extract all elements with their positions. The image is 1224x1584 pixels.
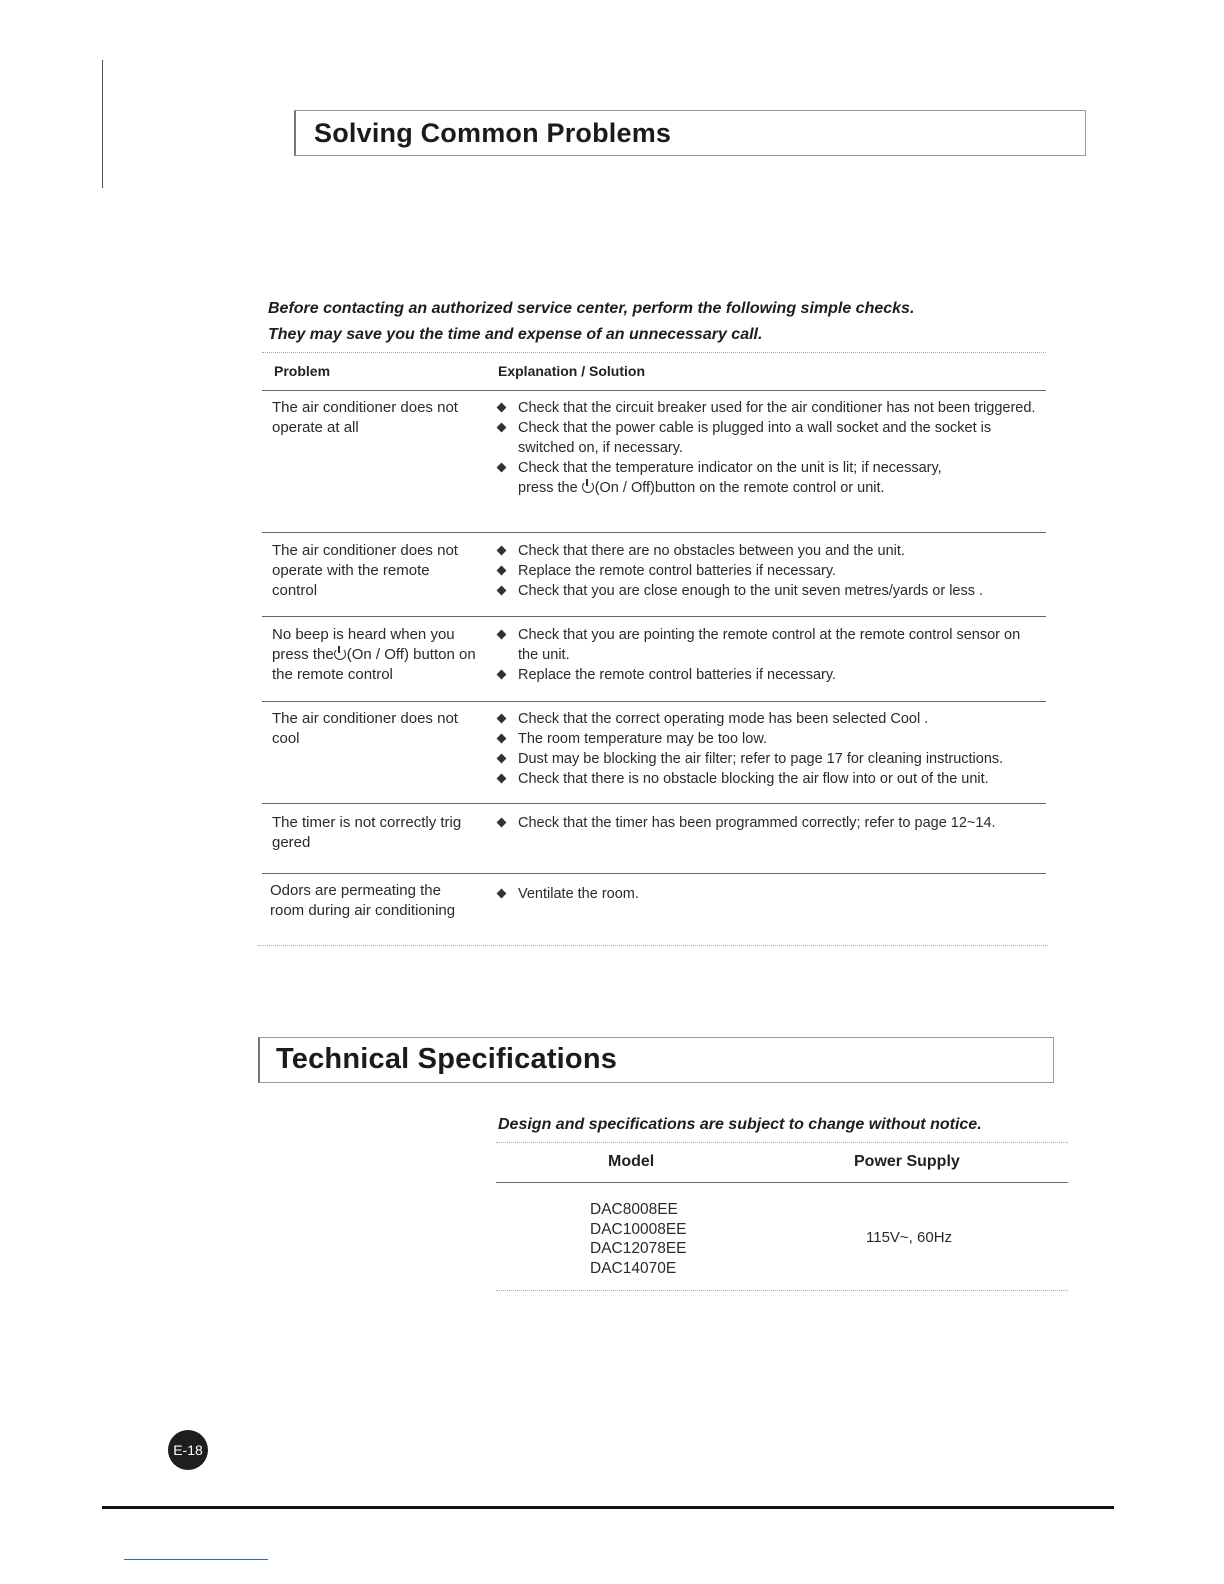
section-title-technical-specs: Technical Specifications (276, 1043, 618, 1075)
problem-text: The timer is not correctly trig gered (272, 814, 462, 851)
dotted-divider (496, 1290, 1068, 1291)
solution-list (494, 884, 1039, 904)
bullet-diamond-icon (497, 774, 507, 784)
bullet-diamond-icon (497, 734, 507, 744)
list-item: Replace the remote control batteries if necessary. (494, 665, 1039, 685)
column-header-power: Power Supply (854, 1153, 960, 1170)
bullet-diamond-icon (497, 546, 507, 556)
solution-list (494, 709, 1039, 789)
bullet-diamond-icon (497, 423, 507, 433)
solution-list (494, 625, 1039, 685)
underline-mark (124, 1559, 268, 1560)
bullet-diamond-icon (497, 566, 507, 576)
intro-line-1: Before contacting an authorized service center, perform the following simple checks. (268, 300, 915, 317)
list-item: Check that the power cable is plugged into a wall socket and the socket is switched on, if necessary. (494, 418, 1039, 458)
problem-text: The air conditioner does not operate at all (272, 399, 458, 436)
row-rule (262, 532, 1046, 533)
header-rule (496, 1182, 1068, 1183)
row-rule (262, 616, 1046, 617)
bullet-diamond-icon (497, 754, 507, 764)
list-item: Check that there are no obstacles between you and the unit. (494, 541, 1039, 561)
list-item: Check that you are pointing the remote control at the remote control sensor on the unit. (494, 625, 1039, 665)
column-header-problem: Problem (274, 363, 331, 379)
bullet-diamond-icon (497, 630, 507, 640)
model-list (590, 1200, 687, 1278)
power-icon (334, 648, 346, 660)
row-rule (262, 873, 1046, 874)
list-item: Check that you are close enough to the unit seven metres/yards or less . (494, 581, 1039, 601)
list-item: Check that the circuit breaker used for the air conditioner has not been triggered. (494, 398, 1039, 418)
problem-text: The air conditioner does not operate with the remote control (272, 542, 458, 599)
row-rule (262, 803, 1046, 804)
bullet-diamond-icon (497, 463, 507, 473)
section-title-solving-problems: Solving Common Problems (314, 118, 672, 148)
problem-text: No beep is heard when you press the (On / Off) button on the remote control (272, 626, 476, 683)
list-item: Check that the temperature indicator on the unit is lit; if necessary, press the (On / Off)button on the remote control or unit. (494, 458, 1039, 498)
problem-text: The air conditioner does not cool (272, 710, 458, 747)
page-number-badge: E-18 (168, 1430, 208, 1470)
list-item: Check that the timer has been programmed correctly; refer to page 12~14. (494, 813, 1039, 833)
problem-text: Odors are permeating the room during air conditioning (270, 882, 456, 919)
model-item: DAC12078EE (590, 1240, 687, 1257)
list-item: Ventilate the room. (494, 884, 1039, 904)
bottom-rule (102, 1506, 1114, 1509)
dotted-divider (258, 945, 1048, 946)
dotted-divider (496, 1142, 1068, 1143)
column-header-model: Model (608, 1153, 655, 1170)
list-item: Check that the correct operating mode has been selected Cool . (494, 709, 1039, 729)
section-title-box (258, 1037, 1054, 1083)
header-rule (262, 390, 1046, 391)
solution-list (494, 541, 1039, 601)
spec-note: Design and specifications are subject to change without notice. (498, 1116, 982, 1133)
column-header-solution: Explanation / Solution (498, 363, 645, 379)
bullet-diamond-icon (497, 818, 507, 828)
power-icon (582, 481, 594, 493)
margin-line (102, 60, 103, 188)
bullet-diamond-icon (497, 403, 507, 413)
intro-line-2: They may save you the time and expense of an unnecessary call. (268, 326, 763, 343)
bullet-diamond-icon (497, 586, 507, 596)
power-supply-value: 115V~, 60Hz (866, 1229, 953, 1246)
list-item: Replace the remote control batteries if necessary. (494, 561, 1039, 581)
solution-list (494, 398, 1039, 498)
list-item: Check that there is no obstacle blocking the air flow into or out of the unit. (494, 769, 1039, 789)
bullet-diamond-icon (497, 670, 507, 680)
solution-list (494, 813, 1039, 833)
bullet-diamond-icon (497, 714, 507, 724)
row-rule (262, 701, 1046, 702)
model-item: DAC14070E (590, 1259, 677, 1277)
list-item: The room temperature may be too low. (494, 729, 1039, 749)
section-title-box (294, 110, 1086, 156)
bullet-diamond-icon (497, 889, 507, 899)
intro-text (268, 296, 1048, 348)
dotted-divider (262, 352, 1046, 353)
model-item: DAC10008EE (590, 1220, 687, 1238)
model-item: DAC8008EE (590, 1201, 678, 1218)
list-item: Dust may be blocking the air filter; refer to page 17 for cleaning instructions. (494, 749, 1039, 769)
